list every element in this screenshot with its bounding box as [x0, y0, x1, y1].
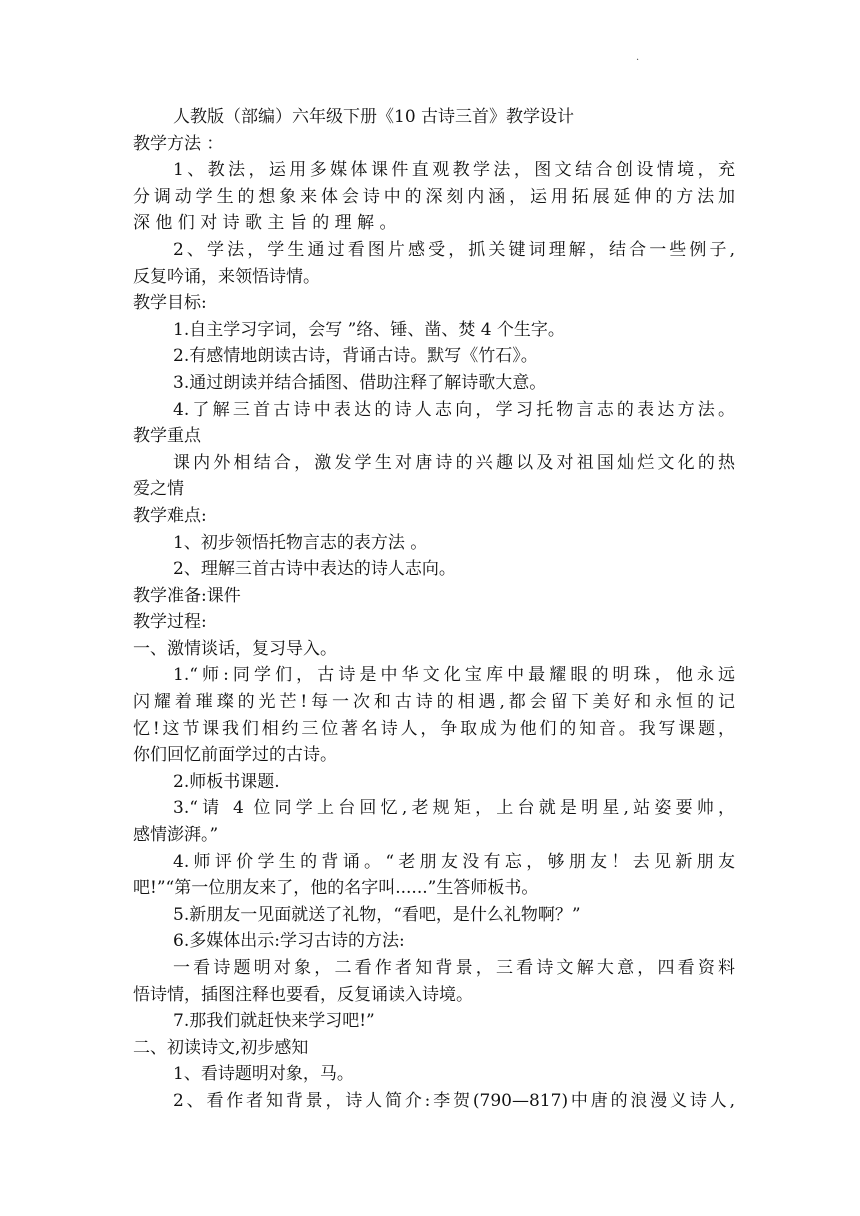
- text-line: 感情澎湃。”: [133, 825, 219, 846]
- document-body: [133, 104, 735, 1115]
- text-line: 1、看诗题明对象，马。: [173, 1064, 354, 1085]
- corner-mark: ·: [636, 55, 640, 66]
- text-line: 你们回忆前面学过的古诗。: [133, 745, 337, 766]
- text-line: 1、教法，运用多媒体课件直观教学法，图文结合创设情境，充: [173, 160, 735, 181]
- text-line: 6.多媒体出示:学习古诗的方法:: [173, 931, 405, 952]
- text-line: 课内外相结合，激发学生对唐诗的兴趣以及对祖国灿烂文化的热: [173, 452, 735, 473]
- text-line: 教学过程:: [133, 612, 207, 633]
- text-line: 教学准备:课件: [133, 585, 241, 606]
- text-line: 反复吟诵，来领悟诗情。: [133, 266, 320, 287]
- document-lines: [133, 131, 735, 1115]
- text-line: 7.那我们就赶快来学习吧!”: [173, 1011, 375, 1032]
- text-line: 爱之情: [133, 479, 184, 500]
- text-line: 1.自主学习字词，会写 ”络、锤、凿、焚 4 个生字。: [173, 319, 565, 340]
- text-line: 深 他 们 对 诗 歌 主 旨 的 理 解 。: [133, 213, 397, 234]
- text-line: 教学方法 ：: [133, 133, 224, 154]
- text-line: 一看诗题明对象，二看作者知背景，三看诗文解大意，四看资料: [173, 958, 735, 978]
- text-line: 2.有感情地朗读古诗，背诵古诗。默写《竹石》。: [173, 346, 538, 367]
- text-line: 闪耀着璀璨的光芒!每一次和古诗的相遇,都会留下美好和永恒的记: [133, 692, 735, 713]
- text-line: 分调动学生的想象来体会诗中的深刻内涵，运用拓展延伸的方法加: [133, 186, 735, 207]
- text-line: 二、初读诗文,初步感知: [133, 1037, 309, 1058]
- text-line: 忆!这节课我们相约三位著名诗人，争取成为他们的知音。我写课题，: [133, 718, 735, 739]
- text-line: 4.了解三首古诗中表达的诗人志向，学习托物言志的表达方法。: [173, 399, 735, 420]
- text-line: 1、初步领悟托物言志的表方法 。: [173, 532, 428, 553]
- text-line: 2.师板书课题.: [173, 771, 280, 792]
- document-title: 人教版（部编）六年级下册《10 古诗三首》教学设计: [173, 107, 575, 127]
- text-line: 悟诗情，插图注释也要看，反复诵读入诗境。: [133, 984, 473, 1005]
- text-line: 一、激情谈话，复习导入。: [133, 638, 337, 659]
- text-line: 4.师评价学生的背诵。“老朋友没有忘，够朋友！去见新朋友: [173, 851, 735, 872]
- text-line: 吧!”“第一位朋友来了，他的名字叫......”生答师板书。: [133, 878, 539, 899]
- text-line: 3.通过朗读并结合插图、借助注释了解诗歌大意。: [173, 372, 547, 393]
- text-line: 2、理解三首古诗中表达的诗人志向。: [173, 559, 456, 580]
- text-line: 教学难点:: [133, 505, 207, 526]
- text-line: 1.“师:同学们，古诗是中华文化宝库中最耀眼的明珠，他永远: [173, 665, 735, 686]
- text-line: 教学目标:: [133, 293, 207, 314]
- text-line: 2、学法，学生通过看图片感受，抓关键词理解，结合一些例子,: [173, 239, 735, 260]
- text-line: 3.“请 4 位同学上台回忆,老规矩，上台就是明星,站姿要帅，: [173, 798, 735, 819]
- text-line: 5.新朋友一见面就送了礼物，“看吧，是什么礼物啊？”: [173, 904, 581, 925]
- text-line: 2、看作者知背景，诗人简介:李贺(790—817)中唐的浪漫义诗人,: [173, 1090, 735, 1111]
- text-line: 教学重点: [133, 426, 201, 447]
